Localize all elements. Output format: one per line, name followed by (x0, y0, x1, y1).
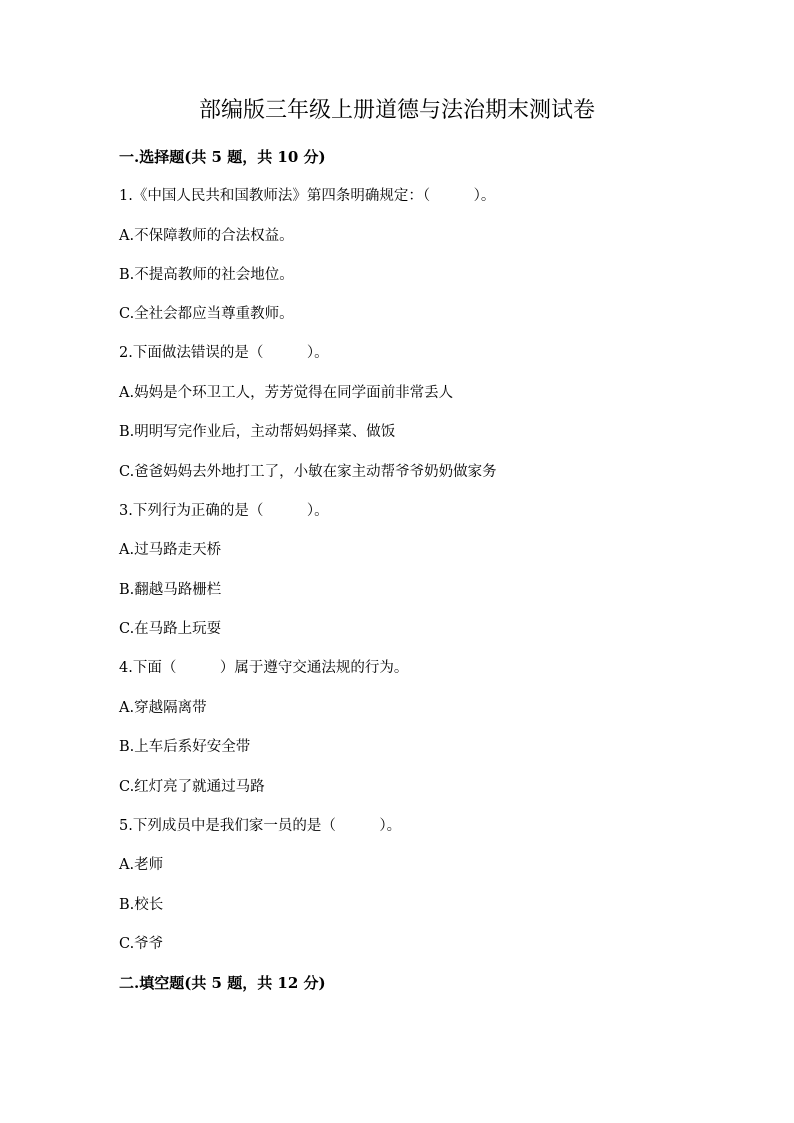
question-3-stem: 3.下列行为正确的是（ ）。 (119, 503, 329, 519)
question-3-option-b: B.翻越马路栅栏 (119, 582, 222, 598)
question-4-option-c: C.红灯亮了就通过马路 (119, 779, 265, 795)
question-4-option-a: A.穿越隔离带 (119, 700, 207, 716)
question-4-stem: 4.下面（ ）属于遵守交通法规的行为。 (119, 660, 409, 676)
question-2-option-c: C.爸爸妈妈去外地打工了，小敏在家主动帮爷爷奶奶做家务 (119, 464, 497, 480)
question-2-stem: 2.下面做法错误的是（ ）。 (119, 345, 329, 361)
question-5-option-a: A.老师 (119, 857, 164, 873)
section-heading-fill-blank: 二.填空题(共 5 题，共 12 分) (119, 974, 326, 992)
question-5-stem: 5.下列成员中是我们家一员的是（ ）。 (119, 818, 402, 834)
question-3-option-a: A.过马路走天桥 (119, 542, 222, 558)
question-3-option-c: C.在马路上玩耍 (119, 621, 222, 637)
question-4-option-b: B.上车后系好安全带 (119, 739, 251, 755)
section-heading-choice: 一.选择题(共 5 题，共 10 分) (119, 148, 326, 166)
question-5-option-c: C.爷爷 (119, 936, 164, 952)
question-5-option-b: B.校长 (119, 897, 164, 913)
question-1-stem: 1.《中国人民共和国教师法》第四条明确规定：（ ）。 (119, 188, 496, 204)
question-2-option-b: B.明明写完作业后，主动帮妈妈择菜、做饭 (119, 424, 396, 440)
exam-title: 部编版三年级上册道德与法治期末测试卷 (198, 98, 595, 123)
question-1-option-b: B.不提高教师的社会地位。 (119, 267, 294, 283)
question-1-option-a: A.不保障教师的合法权益。 (119, 228, 294, 244)
question-1-option-c: C.全社会都应当尊重教师。 (119, 306, 294, 322)
question-2-option-a: A.妈妈是个环卫工人，芳芳觉得在同学面前非常丢人 (119, 385, 454, 401)
